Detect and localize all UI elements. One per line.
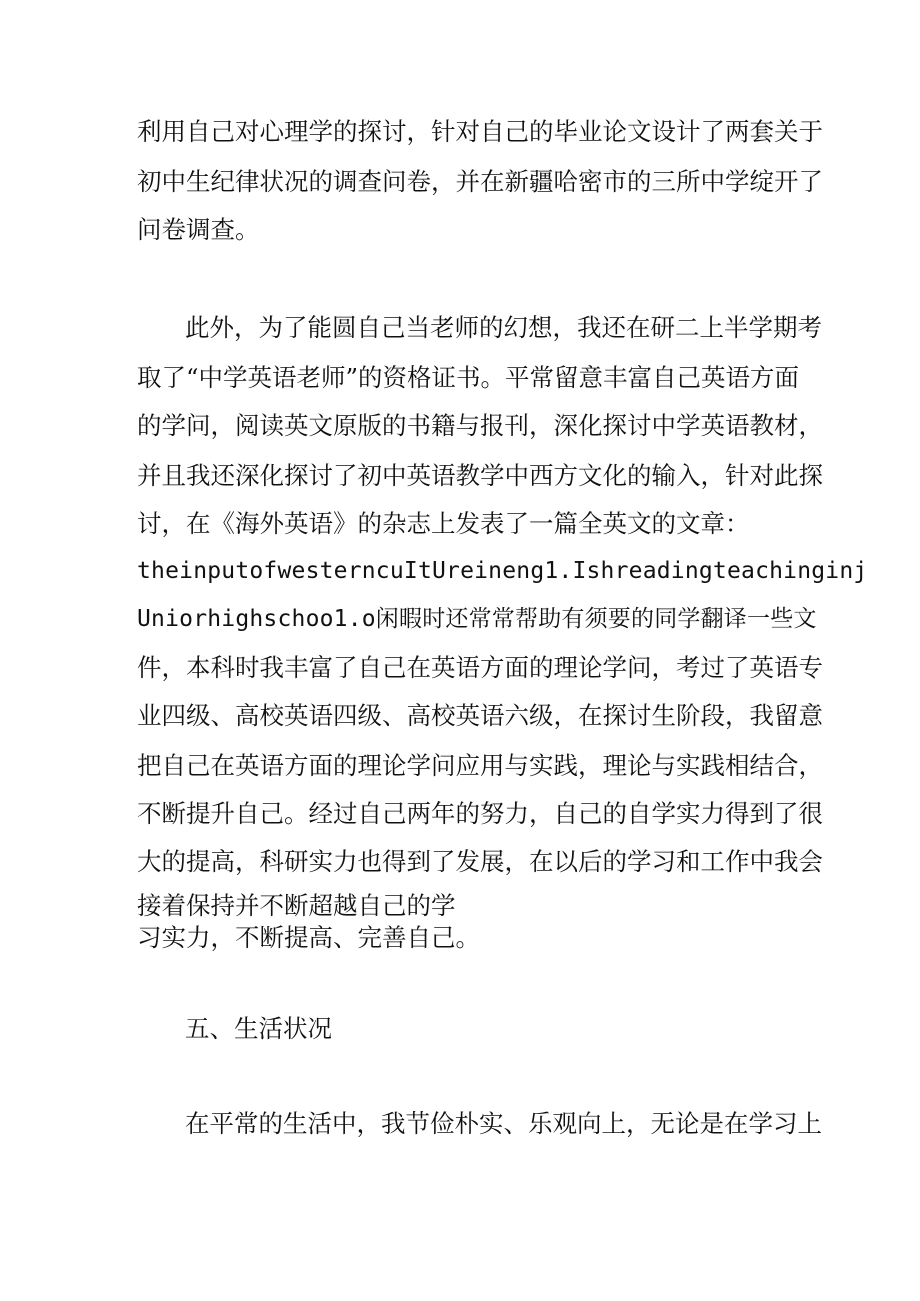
section-heading: 五、生活状况 — [185, 1014, 332, 1043]
paragraph-2-line-8: 件，本科时我丰富了自己在英语方面的理论学问，考过了英语专 — [137, 653, 823, 682]
paragraph-2-line-7: Uniorhighschoo1.o闲暇时还常常帮助有须要的同学翻译一些文 — [137, 606, 817, 632]
paragraph-2-line-1: 此外，为了能圆自己当老师的幻想，我还在研二上半学期考 — [185, 313, 822, 342]
paragraph-2-line-12: 大的提高，科研实力也得到了发展，在以后的学习和工作中我会 — [137, 847, 823, 876]
paragraph-1-line-1: 利用自己对心理学的探讨，针对自己的毕业论文设计了两套关于 — [137, 117, 823, 146]
paragraph-2-line-14: 习实力，不断提高、完善自己。 — [137, 923, 480, 952]
paragraph-2-line-3: 的学问，阅读英文原版的书籍与报刊，深化探讨中学英语教材， — [137, 411, 823, 440]
paragraph-2-line-10: 把自己在英语方面的理论学问应用与实践，理论与实践相结合， — [137, 751, 823, 780]
paragraph-2-line-5: 讨，在《海外英语》的杂志上发表了一篇全英文的文章： — [137, 509, 750, 538]
paragraph-1-line-2: 初中生纪律状况的调查问卷，并在新疆哈密市的三所中学绽开了 — [137, 167, 823, 196]
paragraph-2-line-13: 接着保持并不断超越自己的学 — [137, 891, 456, 920]
paragraph-2-line-6: theinputofwesterncuItUreineng1.Ishreadingteachinginj — [137, 558, 868, 584]
paragraph-2-line-9: 业四级、高校英语四级、高校英语六级，在探讨生阶段，我留意 — [137, 701, 823, 730]
paragraph-2-line-11: 不断提升自己。经过自己两年的努力，自己的自学实力得到了很 — [137, 799, 823, 828]
paragraph-2-line-4: 并且我还深化探讨了初中英语教学中西方文化的输入，针对此探 — [137, 461, 823, 490]
paragraph-1-line-3: 问卷调查。 — [137, 215, 260, 244]
paragraph-2-line-2: 取了“中学英语老师”的资格证书。平常留意丰富自己英语方面 — [137, 363, 800, 392]
paragraph-3-line-1: 在平常的生活中，我节俭朴实、乐观向上，无论是在学习上 — [185, 1109, 822, 1138]
